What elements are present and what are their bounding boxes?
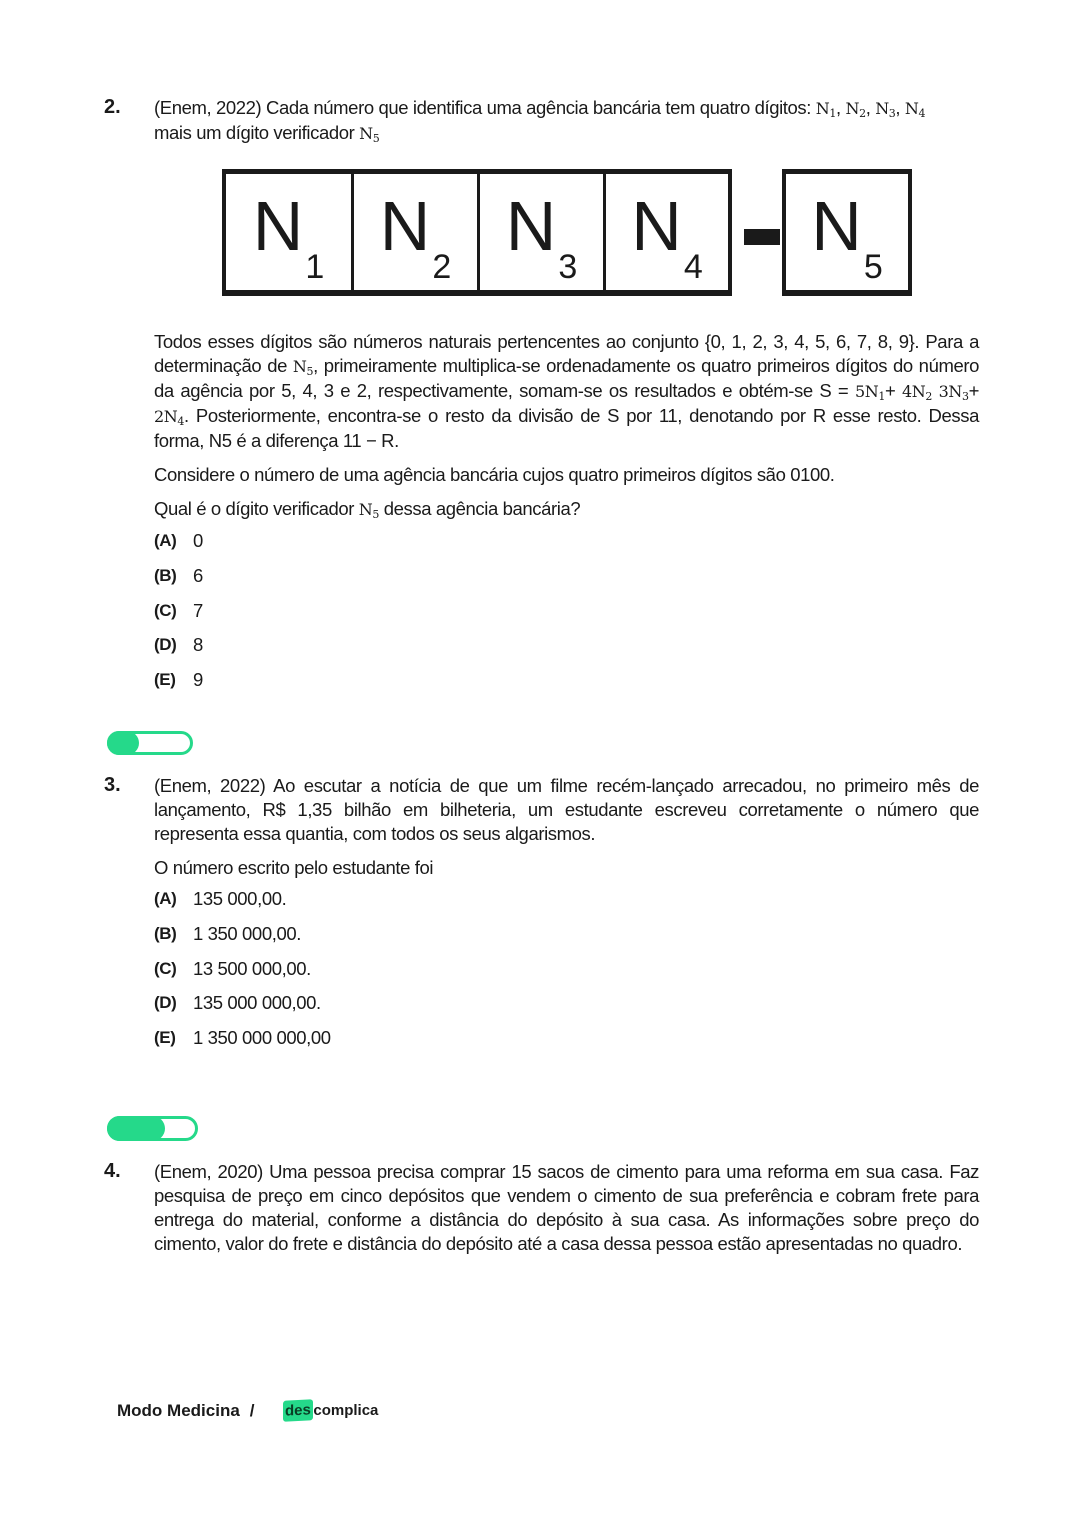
question-number: 3. [104, 774, 121, 796]
course-name: Modo Medicina [117, 1400, 240, 1420]
progress-fill [107, 1116, 165, 1141]
question-intro: (Enem, 2022) Ao escutar a notícia de que um filme recém-lançado arrecadou, no primeiro mês de lançamento, R$ 1,35 bilhão em bilheteria, um estudante escreveu corretamente o número que representa essa quantia, com todos os seus algarismos. [154, 775, 979, 844]
option-e[interactable]: (E) 1 350 000 000,00 [154, 1027, 331, 1049]
var-n5: $N_5$ [359, 124, 380, 145]
question-intro: (Enem, 2020) Uma pessoa precisa comprar 15 sacos de cimento para uma reforma em sua casa. Faz pesquisa de preço em cinco depósitos que vendem o cimento de sua preferência e cobram frete para entrega do material, conforme a distância do depósito à sua casa. As informações sobre preço do cimento, valor do frete e distância do depósito até a casa dessa pessoa estão apresentadas no quadro. [154, 1161, 979, 1254]
option-a[interactable]: (A) 135 000,00. [154, 888, 287, 910]
question-prompt: Qual é o dígito verificador $N_5$ dessa agência bancária? [154, 498, 581, 521]
option-d[interactable]: (D) 8 [154, 634, 203, 656]
question-intro: (Enem, 2022) Cada número que identifica uma agência bancária tem quatro dígitos: $N_1$, $N_2$, $N_3$, $N_4$ [154, 97, 926, 120]
question-3 [104, 774, 979, 1055]
digit-cell-n1: $N_1$ [226, 174, 354, 290]
option-b[interactable]: (B) 1 350 000,00. [154, 923, 301, 945]
question-intro-line2: mais um dígito verificador $N_5$ [154, 122, 380, 145]
progress-fill [107, 731, 139, 755]
question-2-body [104, 330, 979, 697]
footer-separator: / [249, 1400, 255, 1420]
var-n2: $N_2$ [845, 99, 866, 120]
digit-boxes [222, 169, 732, 296]
option-b[interactable]: (B) 6 [154, 565, 203, 587]
agency-number-figure [222, 169, 912, 302]
option-c[interactable]: (C) 13 500 000,00. [154, 957, 311, 979]
descomplica-logo: des complica [283, 1400, 379, 1421]
progress-toggle-2 [107, 1116, 198, 1141]
question-paragraph-rules: Todos esses dígitos são números naturais pertencentes ao conjunto {0, 1, 2, 3, 4, 5, 6, 7, 8, 9}. Para a determinação de $N_5$, primeiramente multiplica-se ordenadamente os quatro primeiros dígitos do número da agência por 5, 4, 3 e 2, respectivamente, somam-se os resultados e obtém-se $S = 5N_1+ 4N_2$ $3N_3+ 2N_4$. Posteriormente, encontra-se o resto da divisão de S por 11, denotando por R esse resto. Dessa forma, N5 é a diferença 11 − R. [154, 331, 980, 451]
option-c[interactable]: (C) 7 [154, 599, 203, 621]
progress-toggle-1 [107, 731, 193, 755]
question-number: 4. [104, 1160, 121, 1182]
var-n1: $N_1$ [815, 99, 836, 120]
question-2 [104, 96, 979, 156]
option-d[interactable]: (D) 135 000 000,00. [154, 992, 321, 1014]
answer-options [154, 882, 979, 1055]
separator-dash [744, 229, 780, 245]
var-n3: $N_3$ [875, 99, 896, 120]
option-a[interactable]: (A) 0 [154, 530, 203, 552]
check-digit-box [782, 169, 912, 296]
digit-cell-n3: $N_3$ [480, 174, 606, 290]
option-e[interactable]: (E) 9 [154, 669, 203, 691]
digit-cell-n2: $N_2$ [354, 174, 480, 290]
question-4 [104, 1160, 979, 1266]
digit-cell-n4: $N_4$ [631, 186, 703, 286]
question-paragraph-context: Considere o número de uma agência bancária cujos quatro primeiros dígitos são 0100. [154, 464, 835, 485]
digit-cell-n5: $N_5$ [811, 186, 883, 286]
page-footer [117, 1400, 378, 1421]
answer-options [154, 524, 979, 697]
question-prompt: O número escrito pelo estudante foi [154, 857, 434, 878]
question-number: 2. [104, 96, 121, 118]
var-n4: $N_4$ [904, 99, 926, 120]
